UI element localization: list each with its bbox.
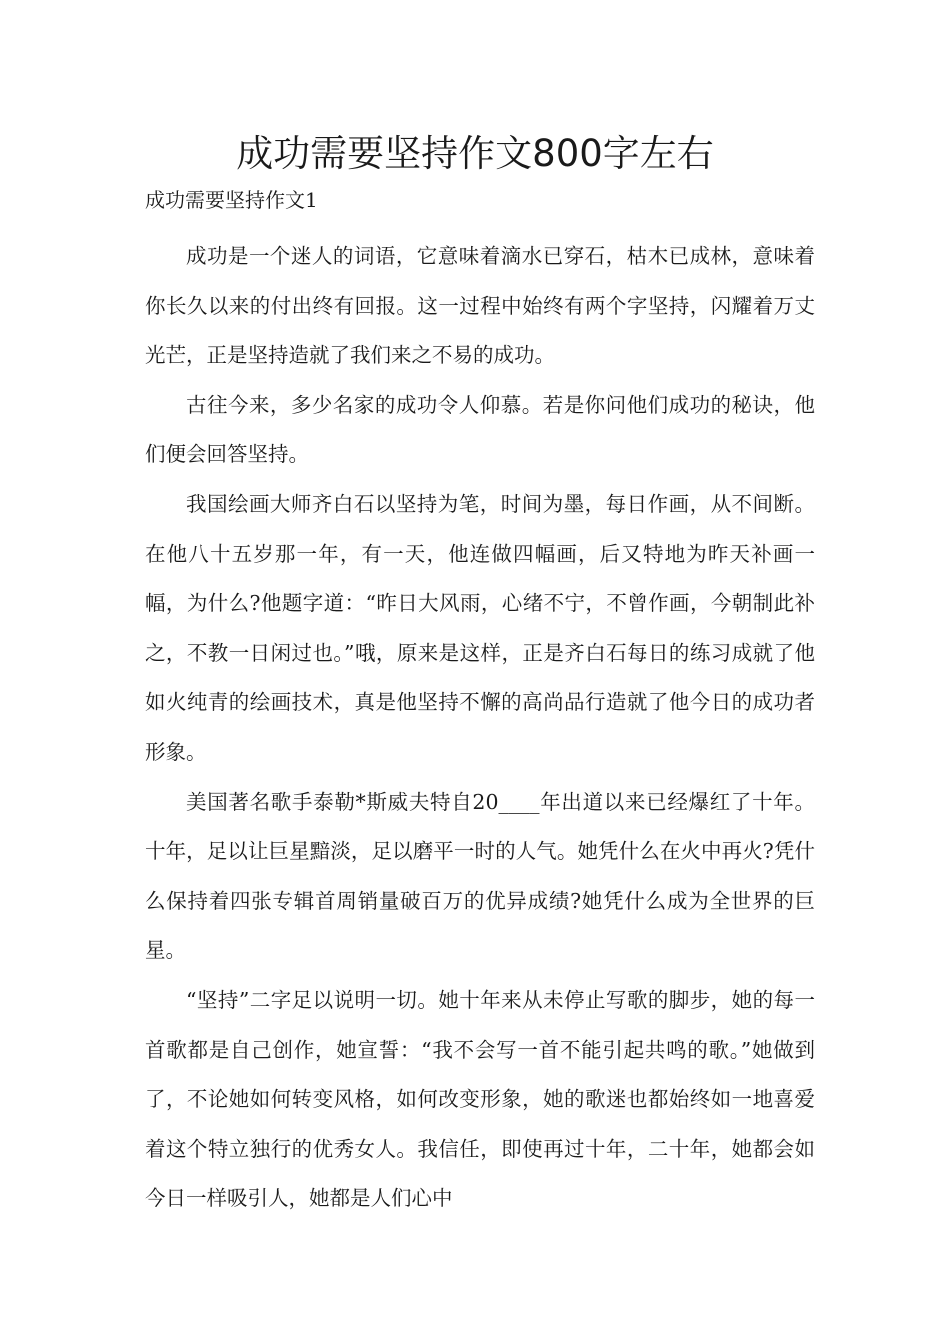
document-body [145,232,815,1224]
paragraph: “坚持”二字足以说明一切。她十年来从未停止写歌的脚步，她的每一首歌都是自己创作，她宣誓：“我不会写一首不能引起共鸣的歌。”她做到了，不论她如何转变风格，如何改变形象，她的歌迷也都始终如一地喜爱着这个特立独行的优秀女人。我信任，即使再过十年，二十年，她都会如今日一样吸引人，她都是人们心中 [145,987,815,1211]
paragraph: 古往今来，多少名家的成功令人仰慕。若是你问他们成功的秘诀，他们便会回答坚持。 [145,392,815,467]
paragraph: 我国绘画大师齐白石以坚持为笔，时间为墨，每日作画，从不间断。在他八十五岁那一年，有一天，他连做四幅画，后又特地为昨天补画一幅，为什么?他题字道：“昨日大风雨，心绪不宁，不曾作画，今朝制此补之，不教一日闲过也。”哦，原来是这样，正是齐白石每日的练习成就了他如火纯青的绘画技术，真是他坚持不懈的高尚品行造就了他今日的成功者形象。 [145,491,815,764]
paragraph: 成功是一个迷人的词语，它意味着滴水已穿石，枯木已成林，意味着你长久以来的付出终有回报。这一过程中始终有两个字坚持，闪耀着万丈光芒，正是坚持造就了我们来之不易的成功。 [145,244,815,368]
section-heading: 成功需要坚持作文1 [145,188,318,212]
document-title: 成功需要坚持作文800字左右 [236,132,714,175]
paragraph: 美国著名歌手泰勒*斯威夫特自20____年出道以来已经爆红了十年。十年，足以让巨星黯淡，足以磨平一时的人气。她凭什么在火中再火?凭什么保持着四张专辑首周销量破百万的优异成绩?她凭什么成为全世界的巨星。 [145,789,815,963]
